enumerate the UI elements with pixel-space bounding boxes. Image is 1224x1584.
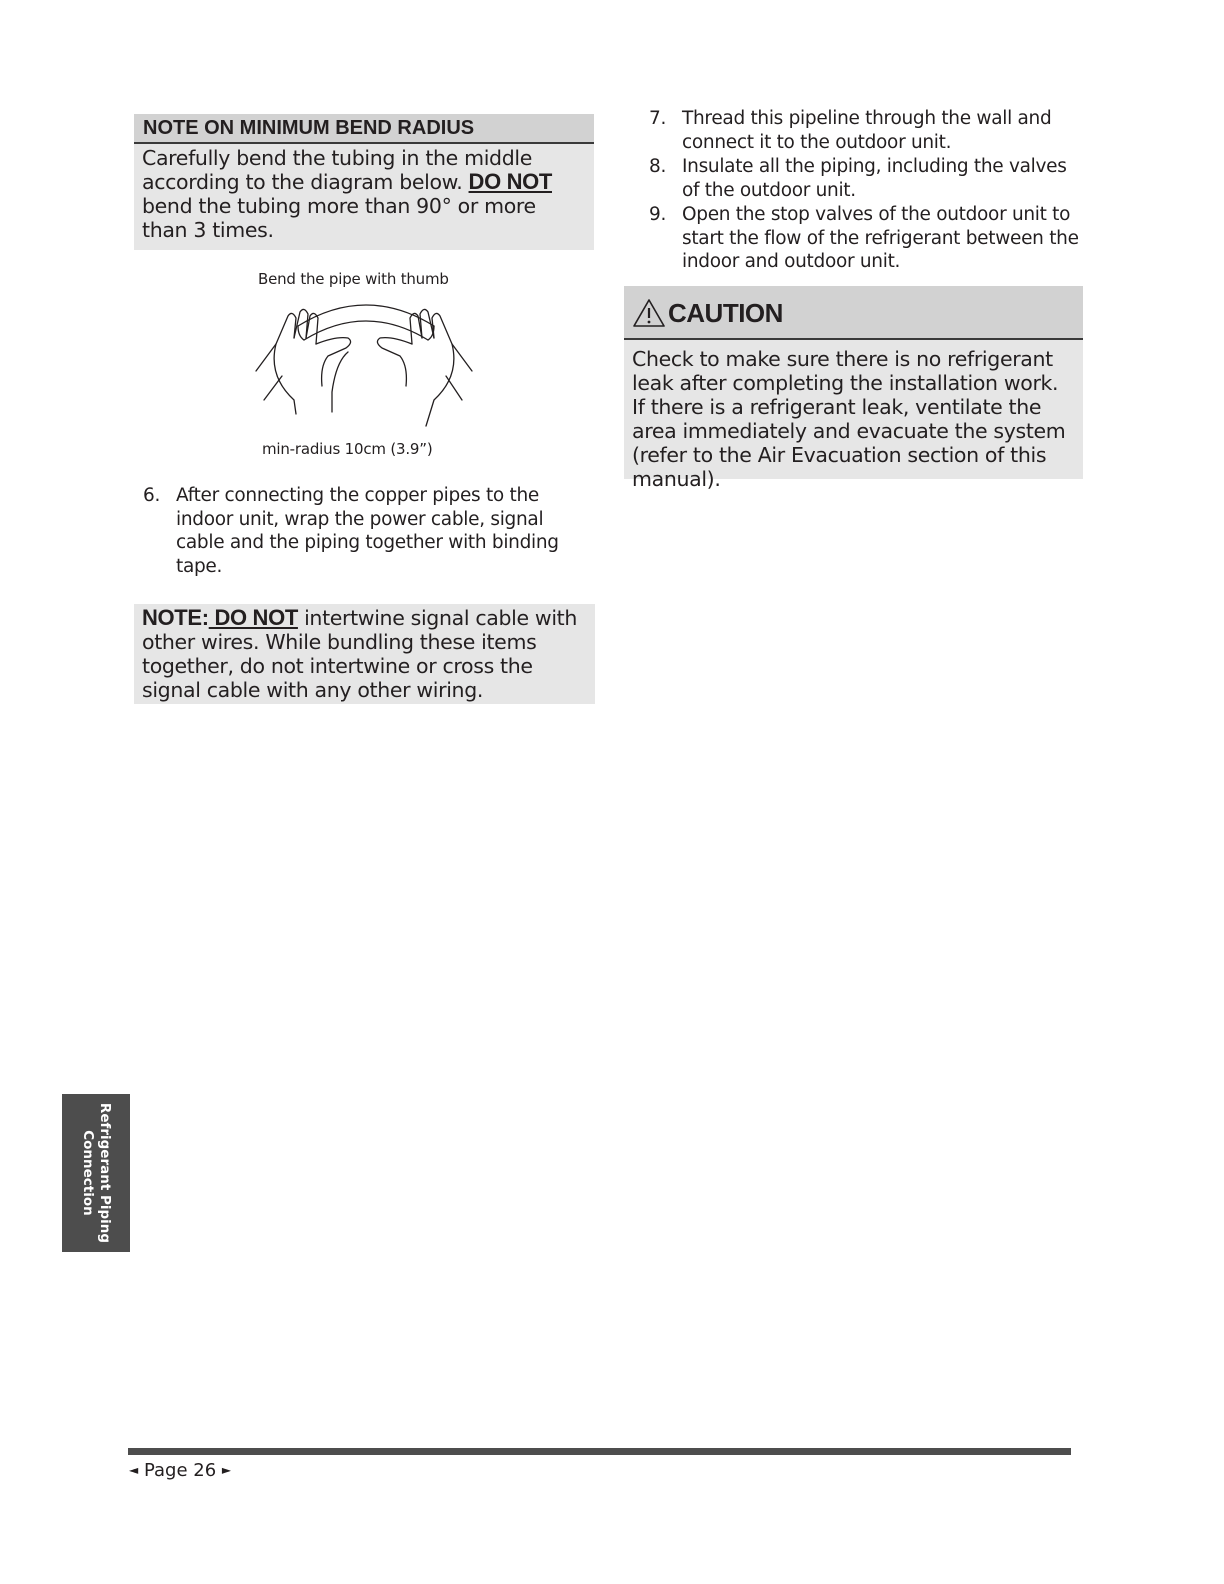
next-page-arrow-icon[interactable]: ► <box>221 1463 232 1477</box>
step-8 <box>649 155 1089 202</box>
step-number: 9. <box>649 204 667 225</box>
figure-caption: min-radius 10cm (3.9”) <box>262 440 433 458</box>
bend-note-emphasis: DO NOT <box>468 169 552 194</box>
side-tab-line-1: Refrigerant Piping <box>97 1102 113 1244</box>
step-number: 7. <box>649 108 667 129</box>
step-text: Open the stop valves of the outdoor unit to start the flow of the refrigerant between the indoor and outdoor unit. <box>682 204 1079 272</box>
signal-note-text: intertwine signal cable with other wires. While bundling these items together, do not intertwine or cross the signal cable with any other wiring. <box>142 606 577 702</box>
step-text: Thread this pipeline through the wall and connect it to the outdoor unit. <box>682 108 1052 153</box>
bend-radius-note-title: NOTE ON MINIMUM BEND RADIUS <box>134 114 594 144</box>
caution-title: CAUTION <box>668 298 783 328</box>
bend-radius-note-body <box>134 144 594 242</box>
step-7 <box>649 107 1089 154</box>
figure-title: Bend the pipe with thumb <box>258 270 449 288</box>
signal-cable-note-body <box>134 604 595 702</box>
step-number: 6. <box>143 485 161 506</box>
previous-page-arrow-icon[interactable]: ◄ <box>129 1463 139 1477</box>
side-tab-line-2: Connection <box>80 1130 96 1216</box>
signal-note-emphasis: DO NOT <box>208 605 298 630</box>
caution-text: Check to make sure there is no refrigerant leak after completing the installation work. If there is a refrigerant leak, ventilate the area immediately and evacuate the system (refer to the Air Evacuation section of this manual). <box>632 347 1066 491</box>
warning-triangle-icon <box>632 298 666 328</box>
step-number: 8. <box>649 156 667 177</box>
signal-cable-note <box>134 604 595 704</box>
page-number: Page 26 <box>143 1460 217 1481</box>
page-footer <box>129 1460 231 1481</box>
bend-radius-note <box>134 114 594 250</box>
section-side-tab <box>62 1094 130 1252</box>
bend-note-text-1: Carefully bend the tubing in the middle according to the diagram below. <box>142 146 532 194</box>
hands-bending-pipe-illustration <box>248 296 480 436</box>
note-label: NOTE: <box>142 605 209 630</box>
caution-header <box>624 286 1083 340</box>
step-9 <box>649 203 1089 274</box>
step-text: Insulate all the piping, including the valves of the outdoor unit. <box>682 156 1067 201</box>
bend-note-text-2: bend the tubing more than 90° or more than 3 times. <box>142 194 536 242</box>
step-text: After connecting the copper pipes to the indoor unit, wrap the power cable, signal cable and the piping together with binding tape. <box>176 485 559 577</box>
side-tab-label <box>79 1103 113 1243</box>
caution-box <box>624 286 1083 491</box>
footer-divider <box>128 1448 1071 1455</box>
step-6 <box>143 484 583 578</box>
